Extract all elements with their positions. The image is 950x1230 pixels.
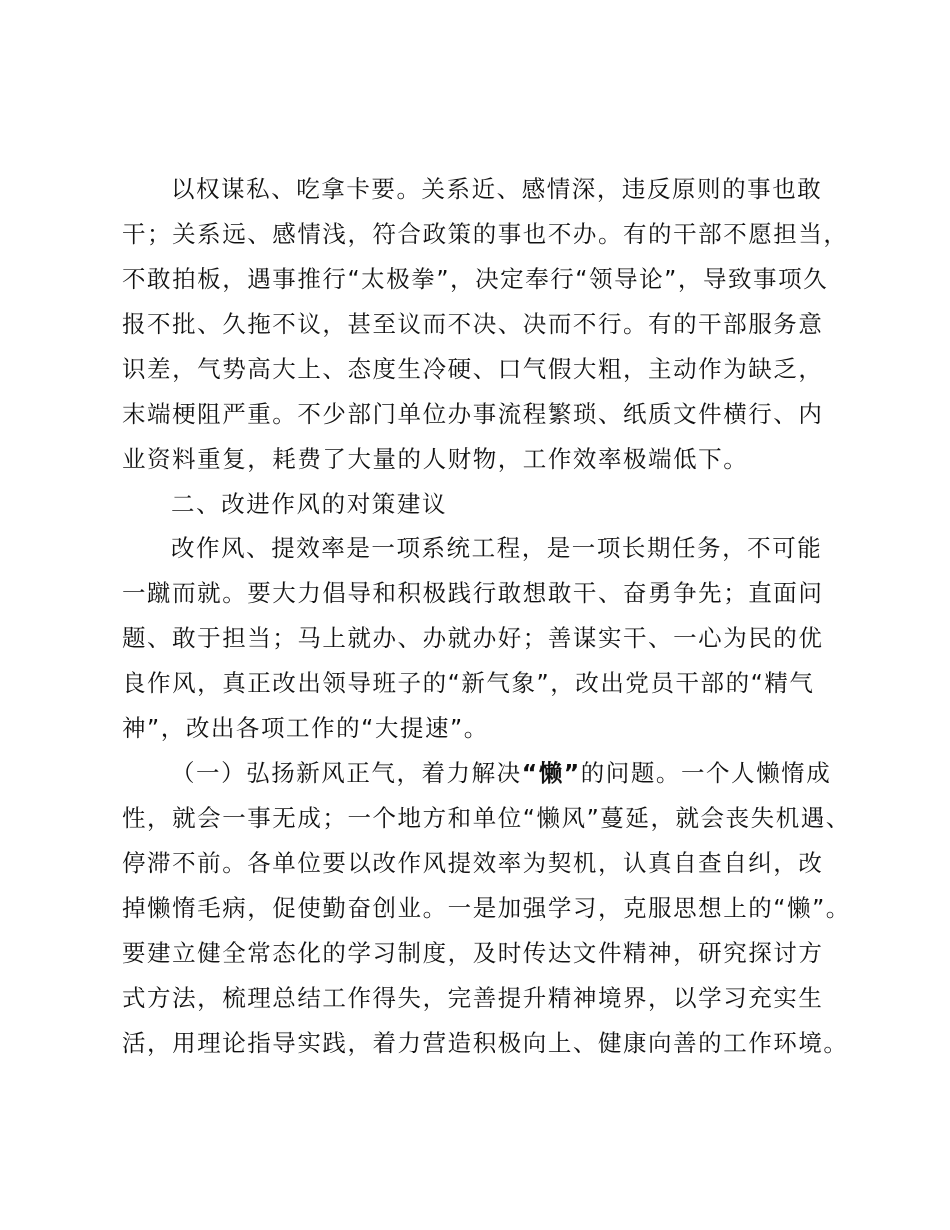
- paragraph-line: 活，用理论指导实践，着力营造积极向上、健康向善的工作环境。: [122, 1029, 849, 1057]
- paragraph-line: 报不批、久拖不议，甚至议而不决、决而不行。有的干部服务意: [122, 310, 824, 338]
- paragraph-line: 改作风、提效率是一项系统工程，是一项长期任务，不可能: [171, 534, 823, 562]
- subsection-continuation: 的问题。一个人懒惰成: [580, 759, 832, 787]
- paragraph-line: 神”，改出各项工作的“大提速”。: [122, 714, 489, 742]
- paragraph-line: 以权谋私、吃拿卡要。关系近、感情深，违反原则的事也敢: [171, 175, 823, 203]
- bold-keyword: “懒”: [521, 759, 581, 787]
- paragraph-line: 干；关系远、感情浅，符合政策的事也不办。有的干部不愿担当，: [122, 220, 849, 248]
- subsection-heading: （一）弘扬新风正气，着力解决: [171, 759, 522, 787]
- subsection-line: [171, 756, 862, 790]
- paragraph-line: 要建立健全常态化的学习制度，及时传达文件精神，研究探讨方: [122, 939, 824, 967]
- paragraph-line: 良作风，真正改出领导班子的“新气象”，改出党员干部的“精气: [122, 669, 815, 697]
- paragraph-line: 不敢拍板，遇事推行“太极拳”，决定奉行“领导论”，导致事项久: [122, 265, 829, 293]
- paragraph-line: 业资料重复，耗费了大量的人财物，工作效率极端低下。: [122, 445, 749, 473]
- paragraph-line: 式方法，梳理总结工作得失，完善提升精神境界，以学习充实生: [122, 984, 824, 1012]
- paragraph-line: 停滞不前。各单位要以改作风提效率为契机，认真自查自纠，改: [122, 849, 824, 877]
- paragraph-line: 识差，气势高大上、态度生冷硬、口气假大粗，主动作为缺乏，: [122, 355, 824, 383]
- section-heading: 二、改进作风的对策建议: [171, 490, 448, 518]
- paragraph-line: 末端梗阻严重。不少部门单位办事流程繁琐、纸质文件横行、内: [122, 400, 824, 428]
- paragraph-line: 性，就会一事无成；一个地方和单位“懒风”蔓延，就会丧失机遇、: [122, 804, 851, 832]
- paragraph-line: 题、敢于担当；马上就办、办就办好；善谋实干、一心为民的优: [122, 624, 824, 652]
- paragraph-line: 一蹴而就。要大力倡导和积极践行敢想敢干、奋勇争先；直面问: [122, 579, 824, 607]
- paragraph-line: 掉懒惰毛病，促使勤奋创业。一是加强学习，克服思想上的“懒”。: [122, 894, 851, 922]
